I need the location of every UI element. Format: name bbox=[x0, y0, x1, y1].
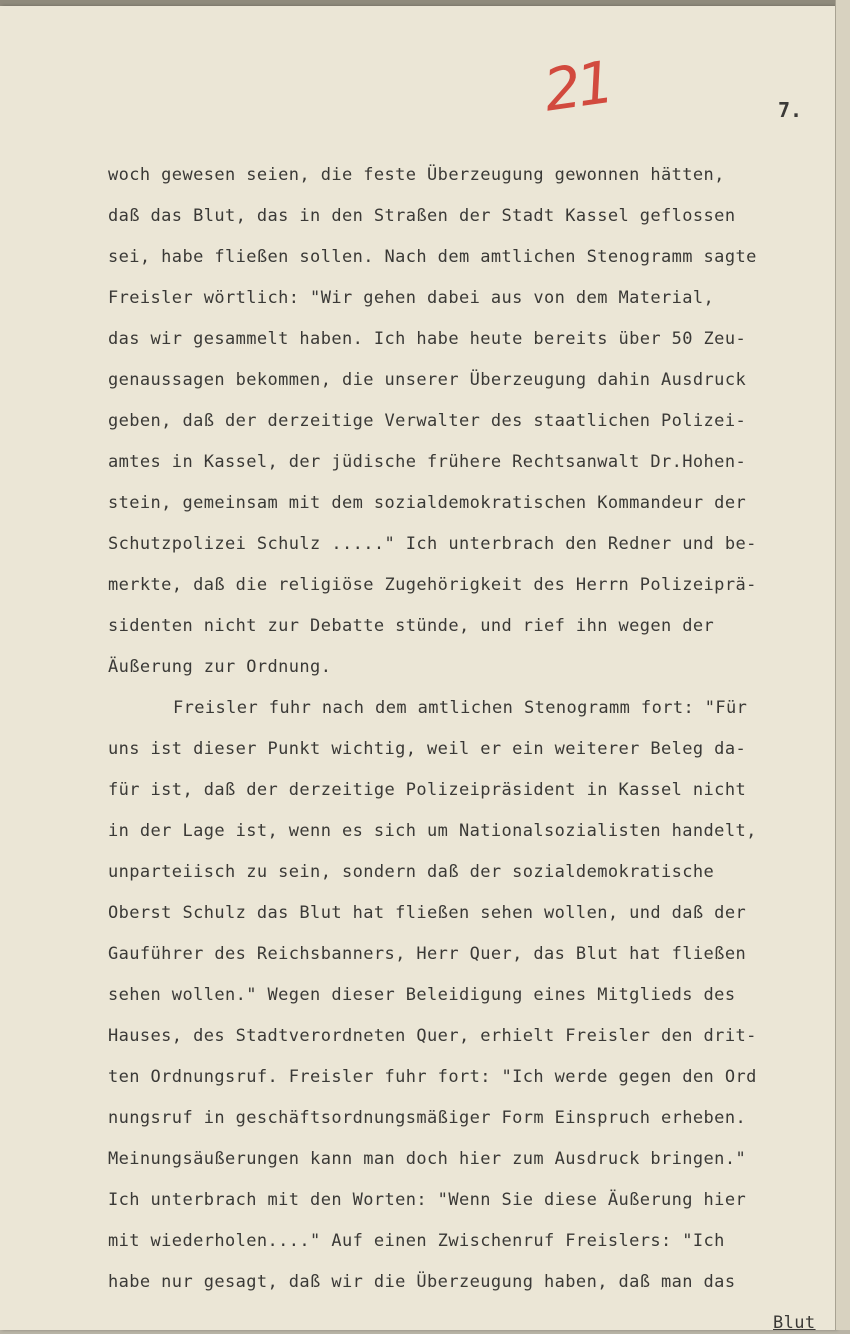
text-line: Freisler fuhr nach dem amtlichen Stenogramm fort: "Für bbox=[173, 698, 748, 718]
text-line: für ist, daß der derzeitige Polizeipräsident in Kassel nicht bbox=[108, 780, 747, 800]
text-line: Meinungsäußerungen kann man doch hier zum Ausdruck bringen." bbox=[108, 1149, 747, 1169]
text-line: sidenten nicht zur Debatte stünde, und rief ihn wegen der bbox=[108, 616, 715, 636]
text-line: mit wiederholen...." Auf einen Zwischenruf Freislers: "Ich bbox=[108, 1231, 725, 1251]
text-line: unparteiisch zu sein, sondern daß der sozialdemokratische bbox=[108, 862, 715, 882]
text-line: stein, gemeinsam mit dem sozialdemokratischen Kommandeur der bbox=[108, 493, 747, 513]
text-line: Hauses, des Stadtverordneten Quer, erhielt Freisler den drit- bbox=[108, 1026, 757, 1046]
next-sheet-edge bbox=[835, 0, 850, 1330]
text-line: woch gewesen seien, die feste Überzeugung gewonnen hätten, bbox=[108, 165, 725, 185]
text-line: Gauführer des Reichsbanners, Herr Quer, das Blut hat fließen bbox=[108, 944, 747, 964]
page-number: 7. bbox=[778, 98, 803, 122]
text-line: daß das Blut, das in den Straßen der Stadt Kassel geflossen bbox=[108, 206, 736, 226]
text-line: sei, habe fließen sollen. Nach dem amtlichen Stenogramm sagte bbox=[108, 247, 757, 267]
text-line: genaussagen bekommen, die unserer Überzeugung dahin Ausdruck bbox=[108, 370, 747, 390]
text-line: geben, daß der derzeitige Verwalter des staatlichen Polizei- bbox=[108, 411, 747, 431]
text-line: amtes in Kassel, der jüdische frühere Rechtsanwalt Dr.Hohen- bbox=[108, 452, 747, 472]
text-line: habe nur gesagt, daß wir die Überzeugung haben, daß man das bbox=[108, 1272, 736, 1292]
text-line: das wir gesammelt haben. Ich habe heute bereits über 50 Zeu- bbox=[108, 329, 747, 349]
catchword: Blut bbox=[773, 1313, 816, 1333]
handwritten-folio-number: 21 bbox=[539, 48, 615, 125]
text-line: Äußerung zur Ordnung. bbox=[108, 657, 332, 677]
text-line: in der Lage ist, wenn es sich um Nationalsozialisten handelt, bbox=[108, 821, 757, 841]
text-line: ten Ordnungsruf. Freisler fuhr fort: "Ich werde gegen den Ord bbox=[108, 1067, 757, 1087]
text-line: Schutzpolizei Schulz ....." Ich unterbrach den Redner und be- bbox=[108, 534, 757, 554]
text-line: uns ist dieser Punkt wichtig, weil er ein weiterer Beleg da- bbox=[108, 739, 747, 759]
text-line: Freisler wörtlich: "Wir gehen dabei aus von dem Material, bbox=[108, 288, 715, 308]
text-line: sehen wollen." Wegen dieser Beleidigung eines Mitglieds des bbox=[108, 985, 736, 1005]
document-page bbox=[0, 6, 836, 1333]
text-line: merkte, daß die religiöse Zugehörigkeit des Herrn Polizeiprä- bbox=[108, 575, 757, 595]
text-line: Ich unterbrach mit den Worten: "Wenn Sie diese Äußerung hier bbox=[108, 1190, 747, 1210]
text-line: Oberst Schulz das Blut hat fließen sehen wollen, und daß der bbox=[108, 903, 747, 923]
text-line: nungsruf in geschäftsordnungsmäßiger Form Einspruch erheben. bbox=[108, 1108, 747, 1128]
